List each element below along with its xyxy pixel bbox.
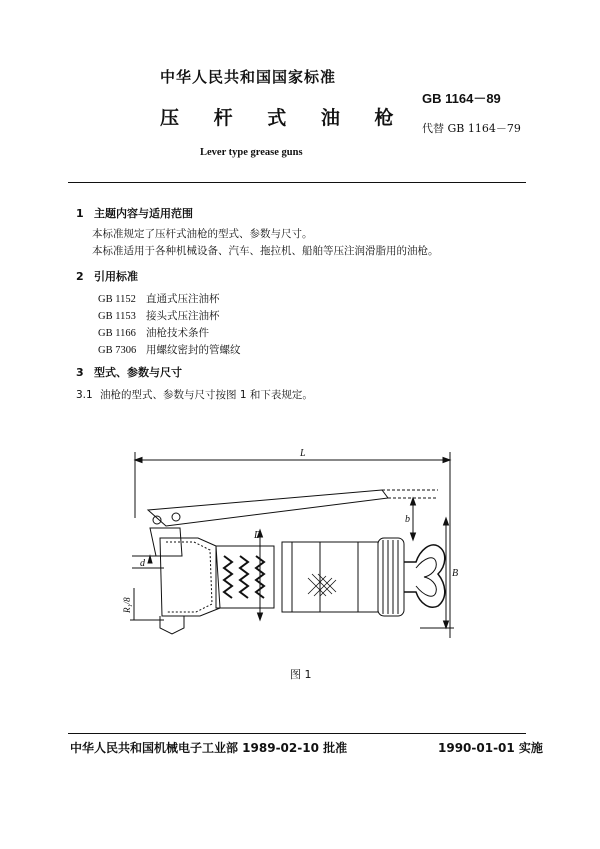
end-cap xyxy=(378,538,404,616)
standard-number: GB 1164－89 xyxy=(422,91,501,106)
section-1-paragraph-2: 本标准适用于各种机械设备、汽车、拖拉机、船舶等压注润滑脂用的油枪。 xyxy=(92,245,439,257)
replaces-note: 代替 GB 1164－79 xyxy=(422,122,521,135)
pull-ring xyxy=(404,545,445,607)
label-B: B xyxy=(452,568,459,579)
approval-line: 中华人民共和国机械电子工业部 1989-02-10 批准 xyxy=(70,741,348,755)
label-D: D xyxy=(254,530,262,541)
effective-date: 1990-01-01 实施 xyxy=(438,741,543,755)
grease-gun-figure xyxy=(120,438,480,658)
label-r: R₁/8 xyxy=(122,597,132,613)
footer-divider xyxy=(68,733,526,734)
section-1-paragraph-1: 本标准规定了压杆式油枪的型式、参数与尺寸。 xyxy=(92,228,313,240)
clause-3-1: 3.1 油枪的型式、参数与尺寸按图 1 和下表规定。 xyxy=(76,389,313,401)
header-divider xyxy=(68,182,526,183)
barrel xyxy=(282,542,378,612)
document-title: 压 杆 式 油 枪 xyxy=(160,107,408,129)
section-3-heading: 3 型式、参数与尺寸 xyxy=(76,366,182,379)
section-1-heading: 1 主题内容与适用范围 xyxy=(76,207,193,220)
label-b: b xyxy=(405,514,410,525)
reference-item: GB 1153 接头式压注油杯 xyxy=(98,310,220,322)
standard-type: 中华人民共和国国家标准 xyxy=(160,68,337,86)
reference-item: GB 1152 直通式压注油杯 xyxy=(98,293,220,305)
reference-item: GB 7306 用螺纹密封的管螺纹 xyxy=(98,344,241,356)
label-L: L xyxy=(300,448,306,459)
section-2-heading: 2 引用标准 xyxy=(76,270,138,283)
label-d: d xyxy=(140,558,145,569)
reference-item: GB 1166 油枪技术条件 xyxy=(98,327,209,339)
nozzle xyxy=(160,616,184,634)
english-title: Lever type grease guns xyxy=(200,147,303,158)
figure-caption: 图 1 xyxy=(290,668,312,681)
lever-handle xyxy=(148,490,388,526)
